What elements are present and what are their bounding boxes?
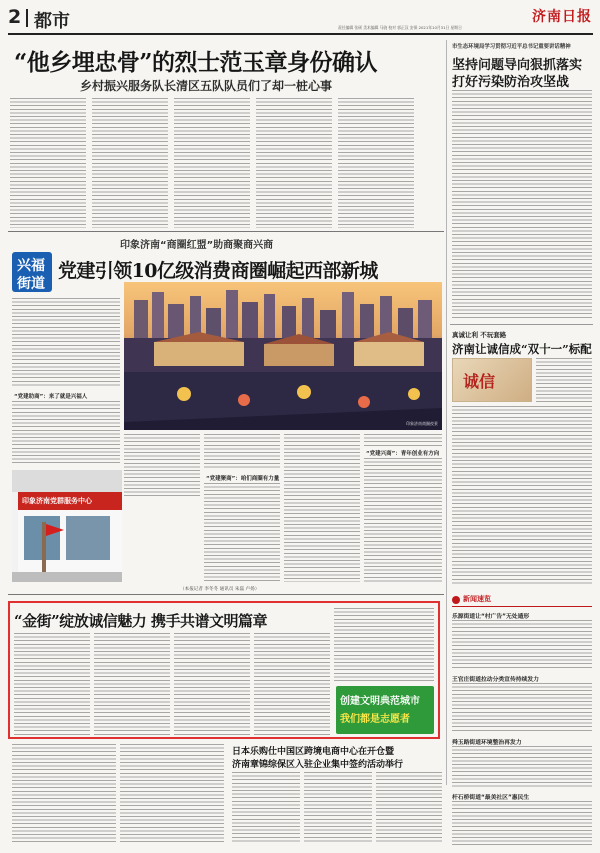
- highlight-banner: [336, 686, 434, 734]
- news-item-title: 杆石桥街道“最美社区”惠民生: [452, 795, 530, 801]
- bottom-left-col-2: [120, 744, 224, 844]
- feature-col-b: [204, 434, 280, 470]
- right-mid-kicker: 真诚让利 不玩套路: [452, 331, 507, 339]
- right-mid-badge: 诚信: [463, 372, 496, 391]
- bottom-headline-1: 日本乐购仕中国区跨境电商中心在开仓暨: [232, 747, 395, 757]
- lead-headline: “他乡埋忠骨”的烈士范玉章身份确认: [14, 49, 377, 76]
- right-top-title-1: 坚持问题导向狠抓落实: [452, 58, 583, 73]
- masthead: [8, 6, 593, 32]
- section-title: 都市: [34, 11, 70, 32]
- storefront-illustration: [12, 470, 122, 582]
- feature-subhead-2: “党建聚商”：咱们商圈有力量: [206, 476, 280, 482]
- feature-badge-line-1: 兴福: [17, 258, 45, 274]
- right-top-title-2: 打好污染防治攻坚战: [452, 75, 570, 90]
- news-item-title: 舜玉路街道环境整治再发力: [452, 740, 522, 746]
- page-number: 2: [8, 6, 22, 28]
- highlight-text-col-1: [14, 633, 90, 735]
- photo-caption: 印象济南商圈夜景: [406, 421, 438, 426]
- masthead-rule: [8, 33, 593, 35]
- lead-story-col-5: [338, 98, 414, 228]
- news-express-header: [452, 594, 592, 607]
- feature-subhead-3: “党建兴商”：青年创业有方向: [366, 451, 440, 457]
- news-item-title: 王官庄街道拉动分类宣传持续发力: [452, 677, 539, 683]
- masthead-meta: 责任编辑 张硕 美术编辑 马骁 校对 郭正汉 安保 2021年10月31日 星期日: [338, 25, 462, 30]
- right-mid-title: 济南让诚信成“双十一”标配: [452, 342, 592, 356]
- feature-photo-storefront: [12, 470, 122, 582]
- right-mid-text-a: [536, 358, 592, 402]
- feature-badge: [12, 252, 52, 292]
- feature-headline: 党建引领10亿级消费商圈崛起西部新城: [58, 260, 378, 282]
- highlight-banner-line-2: 我们都是志愿者: [340, 714, 410, 725]
- storefront-sign: 印象济南党群服务中心: [22, 497, 92, 505]
- highlight-text-col-3: [174, 633, 250, 735]
- masthead-logo: 济南日报: [532, 9, 592, 25]
- right-top-kicker: 市生态环境局学习贯彻习近平总书记重要讲话精神: [452, 44, 571, 50]
- highlight-text-col-2: [94, 633, 170, 735]
- news-item-text: [452, 801, 592, 845]
- news-express: [450, 590, 594, 848]
- news-item-title: 乐源街道让“村广告”无处遁形: [452, 614, 530, 620]
- feature-col-a: [124, 434, 200, 496]
- right-top-text: [452, 90, 592, 318]
- city-skyline-illustration: [124, 282, 442, 430]
- feature-col-d2: [364, 458, 442, 582]
- lead-story-col-3: [174, 98, 250, 228]
- feature-badge-line-2: 街道: [17, 276, 45, 292]
- lead-bottom-rule: [8, 231, 444, 232]
- news-item-text: [452, 746, 592, 788]
- feature-kicker: 印象济南“商圈红盟”助商聚商兴商: [120, 240, 274, 251]
- feature-intro-text: [12, 298, 120, 388]
- lead-story-col-2: [92, 98, 168, 228]
- feature-subhead-1: “党建助商”：来了就是兴福人: [14, 394, 88, 400]
- feature-byline: （本报记者 李冬冬 通讯员 朱磊 卢扬）: [180, 587, 260, 592]
- feature-col-c: [284, 434, 360, 582]
- news-express-icon: [452, 596, 460, 604]
- highlight-banner-line-1: 创建文明典范城市: [340, 696, 420, 707]
- bottom-story-col-1: [232, 772, 300, 844]
- news-express-title: 新闻速览: [463, 595, 491, 603]
- news-item-text: [452, 620, 592, 670]
- lead-story-col-1: [10, 98, 86, 228]
- section-rule: [26, 9, 28, 27]
- feature-text-1: [12, 401, 120, 465]
- news-item-text: [452, 683, 592, 733]
- highlight-headline: “金街”绽放诚信魅力 携手共谱文明篇章: [14, 612, 267, 630]
- feature-col-d: [364, 434, 442, 446]
- feature-bottom-rule: [8, 594, 444, 595]
- highlight-text-col-5: [334, 608, 434, 682]
- right-mid-photo: [452, 358, 532, 402]
- right-mid-rule: [450, 324, 593, 325]
- bottom-left-col-1: [12, 744, 116, 844]
- bottom-headline-2: 济南章锦综保区入驻企业集中签约活动举行: [232, 760, 404, 770]
- bottom-story-col-2: [304, 772, 372, 844]
- bottom-story-col-3: [376, 772, 442, 844]
- highlight-text-col-4: [254, 633, 330, 735]
- feature-col-b2: [204, 483, 280, 583]
- feature-photo-aerial: [124, 282, 442, 430]
- column-divider-right: [446, 40, 447, 785]
- right-mid-text-b: [452, 406, 592, 586]
- lead-subheadline: 乡村振兴服务队长清区五队队员们了却一桩心事: [80, 79, 333, 93]
- lead-story-col-4: [256, 98, 332, 228]
